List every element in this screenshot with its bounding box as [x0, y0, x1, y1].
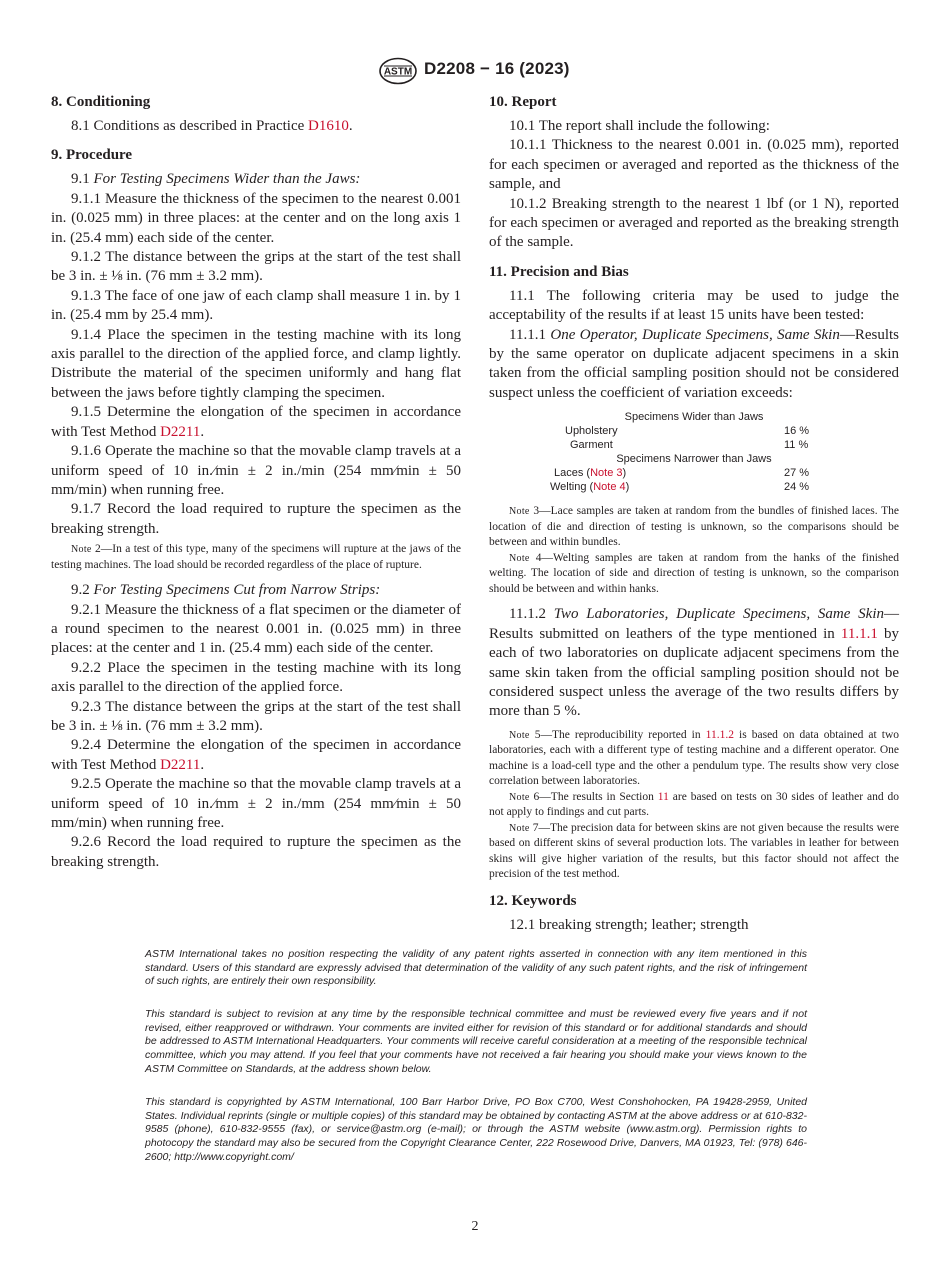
- para-9-1-7: 9.1.7 Record the load required to rupture the specimen as the breaking strength.: [51, 501, 461, 537]
- patent-notice: ASTM International takes no position respecting the validity of any patent rights asserted in connection with any item mentioned in this standard. Users of this standard are expressly advised that determination of the validity of any such patent rights, and the risk of infringement of such rights, are entirely their own responsibility.: [145, 948, 807, 988]
- astm-logo-icon: [378, 57, 418, 85]
- section-10-heading: 10. Report: [489, 94, 557, 110]
- para-10-1-2: 10.1.2 Breaking strength to the nearest 1 lbf (or 1 N), reported for each specimen or averaged and reported as the breaking strength of the sample.: [489, 195, 899, 251]
- link-d2211[interactable]: D2211: [160, 756, 201, 773]
- para-9-1: 9.1 For Testing Specimens Wider than the Jaws:: [71, 171, 361, 188]
- left-column: [51, 92, 461, 872]
- revision-notice: This standard is subject to revision at any time by the responsible technical committee and must be reviewed every five years and if not revised, either reapproved or withdrawn. Your comments are invited either for revision of this standard or for additional standards and should be addressed to ASTM International Headquarters. Your comments will receive careful consideration at a meeting of the responsible technical committee, which you may attend. If you feel that your comments have not received a fair hearing you should make your views known to the ASTM Committee on Standards, at the address shown below.: [145, 1008, 807, 1075]
- note-7: Note 7—The precision data for between skins are not given because the results were based on different skins of several production lots. The variables in leather for between skins will give higher variation of the results, but this factor should not affect the precision of the test method.: [489, 821, 899, 881]
- para-9-1-1: 9.1.1 Measure the thickness of the specimen to the nearest 0.001 in. (0.025 mm) in three places: at the center and on the long axis 1 in. (25.4 mm) each side of the center.: [51, 190, 461, 246]
- para-8-1: 8.1 Conditions as described in Practice D1610.: [71, 118, 353, 134]
- link-d2211[interactable]: D2211: [160, 423, 201, 440]
- section-9-heading: 9. Procedure: [51, 147, 133, 164]
- table-row: Upholstery 16 %: [565, 425, 810, 438]
- para-9-2-6: 9.2.6 Record the load required to rupture the specimen as the breaking strength.: [51, 834, 461, 870]
- right-column: [489, 92, 899, 935]
- table-row: Welting (Note 4) 24 %: [550, 481, 810, 494]
- section-12-heading: 12. Keywords: [489, 892, 577, 909]
- para-9-1-2: 9.1.2 The distance between the grips at the start of the test shall be 3 in. ± ⅛ in. (76 mm ± 3.2 mm).: [51, 249, 461, 285]
- page-number: 2: [471, 1219, 479, 1234]
- copyright-notice: This standard is copyrighted by ASTM International, 100 Barr Harbor Drive, PO Box C700, West Conshohocken, PA 19428-2959, United States. Individual reprints (single or multiple copies) of this standard may be obtained by contacting ASTM at the above address or at 610-832-9585 (phone), 610-832-9555 (fax), or service@astm.org (e-mail); or through the ASTM website (www.astm.org). Permission rights to photocopy the standard may also be secured from the Copyright Clearance Center, 222 Rosewood Drive, Danvers, MA 01923, Tel: (978) 646-2600; http://www.copyright.com/: [145, 1096, 807, 1163]
- para-9-2: 9.2 For Testing Specimens Cut from Narrow Strips:: [71, 582, 381, 599]
- para-9-1-5: 9.1.5 Determine the elongation of the specimen in accordance with Test Method D2211.: [51, 404, 461, 440]
- section-11-heading: 11. Precision and Bias: [489, 263, 629, 280]
- para-9-1-6: 9.1.6 Operate the machine so that the movable clamp travels at a uniform speed of 10 in.⁄min ± 2 in./min (254 mm⁄min ± 50 mm/min) when running free.: [51, 443, 461, 498]
- note-2: Note 2—In a test of this type, many of the specimens will rupture at the jaws of the testing machines. The load should be recorded regardless of the place of rupture.: [51, 543, 461, 571]
- para-9-2-1: 9.2.1 Measure the thickness of a flat specimen or the diameter of a round specimen to the nearest 0.001 in. (0.025 mm) in three places: at the center and 1 in. (25.4 mm) each side of the center.: [51, 601, 461, 657]
- note-6: Note 6—The results in Section 11 are based on tests on 30 sides of leather and do not apply to findings and cut parts.: [489, 790, 899, 819]
- note-5: Note 5—The reproducibility reported in 11.1.2 is based on data obtained at two laboratories, each with a different type of testing machine and a different operator. One machine is a load-cell type and the other a pendulum type. The results show very close correlation between laboratories.: [489, 728, 899, 788]
- table-row: Laces (Note 3) 27 %: [554, 467, 810, 480]
- para-9-2-4: 9.2.4 Determine the elongation of the specimen in accordance with Test Method D2211.: [51, 737, 461, 773]
- document-designation: D2208 − 16 (2023): [424, 59, 570, 78]
- page-header: [0, 55, 950, 87]
- link-11-1-1[interactable]: 11.1.1: [840, 625, 878, 642]
- note-4: Note 4—Welting samples are taken at random from the hanks of the finished welting. The location of side and direction of testing is unknown, so the comparison should be between and within hanks.: [489, 551, 899, 595]
- table-group-header: Specimens Wider than Jaws: [624, 411, 764, 424]
- para-12-1: 12.1 breaking strength; leather; strength: [509, 916, 749, 933]
- para-9-1-4: 9.1.4 Place the specimen in the testing machine with its long axis parallel to the direction of the applied force, and clamp lightly. Distribute the material of the specimen uniformly and hang flat between the jaws before tightly clamping the specimen.: [51, 326, 461, 401]
- table-group-header: Specimens Narrower than Jaws: [616, 453, 772, 466]
- para-9-1-3: 9.1.3 The face of one jaw of each clamp shall measure 1 in. by 1 in. (25.4 mm by 25.4 mm).: [51, 287, 461, 324]
- para-11-1-1: 11.1.1 One Operator, Duplicate Specimens, Same Skin—Results by the same operator on duplicate adjacent specimens in a skin taken from the official sampling position should not be considered suspect unless the coefficient of variation exceeds:: [489, 326, 900, 401]
- table-row: Garment 11 %: [570, 439, 809, 452]
- svg-text:ASTM: ASTM: [383, 66, 413, 78]
- link-11-1-2[interactable]: 11.1.2: [705, 728, 734, 741]
- para-9-2-3: 9.2.3 The distance between the grips at the start of the test shall be 3 in. ± ⅛ in. (76 mm ± 3.2 mm).: [51, 698, 461, 734]
- section-8-heading: 8. Conditioning: [51, 94, 151, 110]
- note-3: Note 3—Lace samples are taken at random from the bundles of finished laces. The location of die and direction of testing is unknown, so the comparisons should be between and within bundles.: [489, 505, 899, 549]
- para-11-1-2: 11.1.2 Two Laboratories, Duplicate Specimens, Same Skin—Results submitted on leathers of the type mentioned in 11.1.1 by each of two laboratories on duplicate adjacent specimens from the same skin taken from the official sampling position should not be considered suspect unless the average of the two results differs by more than 5 %.: [489, 606, 900, 720]
- cv-table: [489, 411, 899, 494]
- para-10-1: 10.1 The report shall include the following:: [509, 118, 770, 134]
- link-note-4[interactable]: Note 4: [593, 481, 626, 494]
- para-10-1-1: 10.1.1 Thickness to the nearest 0.001 in. (0.025 mm), reported for each specimen or averaged and reported as the thickness of the sample, and: [489, 137, 899, 193]
- para-9-2-2: 9.2.2 Place the specimen in the testing machine with its long axis parallel to the direction of the applied force.: [51, 659, 461, 696]
- para-11-1: 11.1 The following criteria may be used to judge the acceptability of the results if at least 15 units have been tested:: [489, 287, 899, 324]
- link-section-11[interactable]: 11: [657, 790, 669, 803]
- link-note-3[interactable]: Note 3: [590, 467, 623, 480]
- para-9-2-5: 9.2.5 Operate the machine so that the movable clamp travels at a uniform speed of 10 in.⁄mm ± 2 in./mm (254 mm⁄min ± 50 mm/min) when running free.: [51, 776, 461, 831]
- link-d1610[interactable]: D1610: [308, 118, 349, 134]
